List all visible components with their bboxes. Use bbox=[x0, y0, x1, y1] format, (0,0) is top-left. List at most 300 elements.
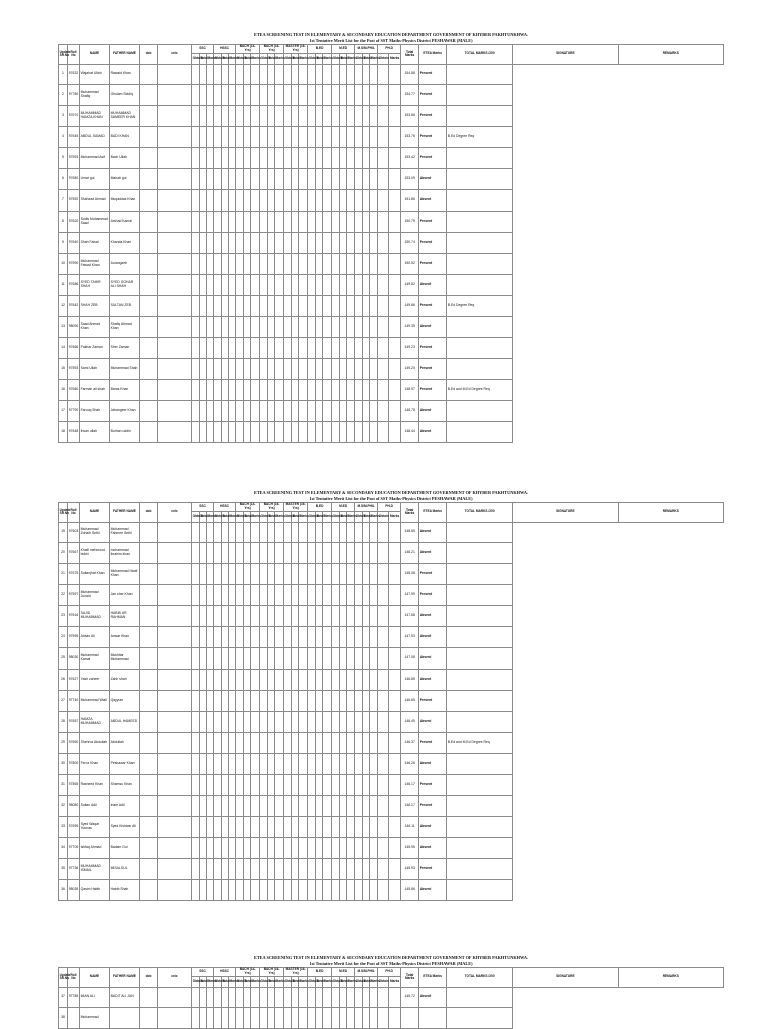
document-title: ETEA SCREENING TEST IN ELEMENTARY & SECONDARY EDUCATION DEPARTMENT GOVERNMENT OF KHYBER PAKHTUNKHWA. bbox=[253, 32, 529, 37]
cell-blank bbox=[275, 274, 284, 295]
cell-blank bbox=[363, 669, 370, 690]
cell-blank bbox=[332, 379, 340, 400]
cell-blank bbox=[222, 295, 229, 316]
cell-blank bbox=[158, 253, 192, 274]
cell-blank bbox=[323, 879, 332, 900]
col-group: PH.D bbox=[378, 968, 401, 977]
cell-sr: 7 bbox=[59, 189, 68, 211]
table-row bbox=[59, 1007, 724, 1028]
cell-blank bbox=[292, 400, 299, 421]
cell-blank bbox=[370, 626, 378, 647]
cell-blank bbox=[251, 711, 260, 732]
cell-blank bbox=[316, 126, 323, 147]
cell-blank bbox=[158, 105, 192, 126]
cell-blank bbox=[340, 168, 347, 189]
col-total: Total bbox=[292, 53, 299, 64]
cell-blank bbox=[251, 379, 260, 400]
cell-blank bbox=[363, 774, 370, 795]
cell-blank bbox=[236, 732, 244, 753]
cell-blank bbox=[355, 295, 363, 316]
col-dob: dob bbox=[140, 45, 158, 65]
cell-blank bbox=[207, 816, 214, 837]
cell-blank bbox=[268, 337, 275, 358]
cell-sr: 14 bbox=[59, 337, 68, 358]
cell-blank bbox=[140, 669, 158, 690]
cell-blank bbox=[370, 837, 378, 858]
cell-blank bbox=[140, 232, 158, 253]
col-name: NAME bbox=[80, 968, 110, 988]
cell-blank bbox=[229, 584, 236, 605]
col-update-sr: Update SR.No bbox=[59, 45, 68, 65]
cell-blank bbox=[251, 816, 260, 837]
cell-blank bbox=[158, 542, 192, 563]
cell-blank bbox=[284, 168, 292, 189]
cell-blank bbox=[200, 563, 207, 584]
cell-blank bbox=[236, 669, 244, 690]
cell-blank bbox=[292, 542, 299, 563]
cell-blank bbox=[389, 358, 401, 379]
cell-signature-status: Present bbox=[419, 732, 447, 753]
cell-blank bbox=[389, 126, 401, 147]
col-total-marks: Total Marks bbox=[401, 503, 419, 523]
cell-blank bbox=[378, 711, 389, 732]
col-father-name: FATHER NAME bbox=[110, 503, 140, 523]
cell-blank bbox=[214, 253, 222, 274]
cell-blank bbox=[370, 379, 378, 400]
cell-name: Saad Ahmad Khan bbox=[80, 316, 110, 337]
cell-blank bbox=[308, 379, 316, 400]
col-total: Total bbox=[363, 976, 370, 987]
cell-blank bbox=[332, 253, 340, 274]
cell-roll-no: 97593 bbox=[68, 147, 80, 168]
cell-blank bbox=[308, 647, 316, 669]
cell-blank bbox=[222, 84, 229, 105]
cell-blank bbox=[292, 337, 299, 358]
cell-blank bbox=[284, 647, 292, 669]
cell-blank bbox=[370, 337, 378, 358]
cell-blank bbox=[268, 711, 275, 732]
cell-grand-total: 147.08 bbox=[401, 647, 419, 669]
cell-roll-no: 97705 bbox=[68, 837, 80, 858]
cell-roll-no: 98080 bbox=[68, 795, 80, 816]
cell-blank bbox=[340, 421, 347, 442]
cell-blank bbox=[236, 837, 244, 858]
cell-blank bbox=[251, 126, 260, 147]
cell-blank bbox=[347, 147, 355, 168]
cell-blank bbox=[370, 647, 378, 669]
cell-blank bbox=[355, 147, 363, 168]
cell-blank bbox=[251, 84, 260, 105]
cell-blank bbox=[236, 105, 244, 126]
cell-blank bbox=[292, 522, 299, 542]
cell-blank bbox=[207, 879, 214, 900]
cell-blank bbox=[332, 105, 340, 126]
cell-name: Muhammad Zohaib Sethi bbox=[80, 522, 110, 542]
cell-blank bbox=[340, 837, 347, 858]
cell-blank bbox=[192, 400, 200, 421]
col-obtain: Obtain bbox=[355, 976, 363, 987]
cell-sr: 37 bbox=[59, 987, 68, 1007]
cell-blank bbox=[323, 232, 332, 253]
cell-roll-no: 97595 bbox=[68, 626, 80, 647]
cell-blank bbox=[140, 1007, 158, 1028]
cell-blank bbox=[260, 522, 268, 542]
cell-blank bbox=[323, 626, 332, 647]
cell-blank bbox=[323, 816, 332, 837]
cell-blank bbox=[275, 189, 284, 211]
cell-name: Sultan Adil bbox=[80, 795, 110, 816]
cell-signature-status: Absent bbox=[419, 316, 447, 337]
cell-blank bbox=[222, 605, 229, 626]
cell-blank bbox=[236, 795, 244, 816]
cell-blank bbox=[308, 316, 316, 337]
cell-blank bbox=[260, 647, 268, 669]
cell-blank bbox=[214, 522, 222, 542]
cell-blank bbox=[214, 295, 222, 316]
cell-blank bbox=[207, 987, 214, 1007]
cell-blank bbox=[284, 605, 292, 626]
cell-blank bbox=[355, 189, 363, 211]
cell-blank bbox=[260, 64, 268, 84]
col-group: HSSC bbox=[214, 503, 236, 512]
col-total: Total bbox=[222, 976, 229, 987]
cell-blank bbox=[260, 358, 268, 379]
table-row bbox=[59, 358, 724, 379]
document-title: ETEA SCREENING TEST IN ELEMENTARY & SECONDARY EDUCATION DEPARTMENT GOVERNMENT OF KHYBER PAKHTUNKHWA. bbox=[253, 490, 529, 495]
cell-blank bbox=[236, 816, 244, 837]
cell-blank bbox=[275, 647, 284, 669]
cell-blank bbox=[308, 84, 316, 105]
cell-blank bbox=[251, 232, 260, 253]
cell-blank bbox=[389, 669, 401, 690]
cell-blank bbox=[200, 400, 207, 421]
cell-blank bbox=[389, 879, 401, 900]
cell-blank bbox=[192, 379, 200, 400]
cell-blank bbox=[229, 732, 236, 753]
cell-blank bbox=[222, 542, 229, 563]
cell-grand-total: 148.78 bbox=[401, 400, 419, 421]
col-obtain: Obtain bbox=[308, 53, 316, 64]
table-row bbox=[59, 105, 724, 126]
cell-blank bbox=[323, 753, 332, 774]
cell-blank bbox=[332, 358, 340, 379]
cell-blank bbox=[140, 316, 158, 337]
cell-blank bbox=[347, 295, 355, 316]
cell-blank bbox=[284, 421, 292, 442]
cell-grand-total: 146.85 bbox=[401, 669, 419, 690]
cell-blank bbox=[340, 584, 347, 605]
table-row bbox=[59, 584, 724, 605]
cell-blank bbox=[207, 400, 214, 421]
cell-name: Ahsan Ali bbox=[80, 626, 110, 647]
col-group: M.ED bbox=[332, 45, 355, 54]
cell-blank bbox=[332, 316, 340, 337]
cell-blank bbox=[378, 168, 389, 189]
cell-blank bbox=[378, 84, 389, 105]
cell-blank bbox=[140, 522, 158, 542]
col-obtain: Obtain bbox=[308, 976, 316, 987]
cell-blank bbox=[316, 522, 323, 542]
cell-name: Umar gul bbox=[80, 168, 110, 189]
cell-blank bbox=[229, 400, 236, 421]
cell-name: Qasim Habib bbox=[80, 879, 110, 900]
cell-blank bbox=[284, 542, 292, 563]
cell-blank bbox=[389, 253, 401, 274]
cell-blank bbox=[192, 563, 200, 584]
cell-blank bbox=[308, 1007, 316, 1028]
cell-blank bbox=[323, 647, 332, 669]
cell-blank bbox=[275, 253, 284, 274]
cell-blank bbox=[260, 711, 268, 732]
cell-blank bbox=[222, 626, 229, 647]
cell-blank bbox=[299, 64, 308, 84]
cell-blank bbox=[251, 421, 260, 442]
col-marks: Marks bbox=[229, 976, 236, 987]
cell-blank bbox=[347, 400, 355, 421]
cell-blank bbox=[236, 232, 244, 253]
table-row bbox=[59, 795, 724, 816]
cell-blank bbox=[323, 605, 332, 626]
cell-blank bbox=[200, 858, 207, 879]
cell-father-name: Qayyum bbox=[110, 690, 140, 711]
cell-blank bbox=[347, 669, 355, 690]
cell-blank bbox=[158, 232, 192, 253]
cell-blank bbox=[284, 358, 292, 379]
cell-father-name: mohammad ibrahim khan bbox=[110, 542, 140, 563]
cell-blank bbox=[378, 189, 389, 211]
cell-blank bbox=[251, 64, 260, 84]
document-title: ETEA SCREENING TEST IN ELEMENTARY & SECONDARY EDUCATION DEPARTMENT GOVERNMENT OF KHYBER PAKHTUNKHWA. bbox=[253, 955, 529, 960]
cell-blank bbox=[323, 379, 332, 400]
cell-blank bbox=[299, 379, 308, 400]
cell-blank bbox=[207, 753, 214, 774]
table-row bbox=[59, 274, 724, 295]
cell-blank bbox=[260, 105, 268, 126]
cell-blank bbox=[200, 105, 207, 126]
cell-name: MUHAMMAD ISMAIL bbox=[80, 858, 110, 879]
col-group: BACH (14-Yrs) bbox=[236, 503, 260, 512]
cell-name: MUHAMMAD HAMZA KHAN bbox=[80, 105, 110, 126]
cell-blank bbox=[275, 584, 284, 605]
cell-blank bbox=[268, 690, 275, 711]
cell-blank bbox=[200, 690, 207, 711]
cell-signature-status: Absent bbox=[419, 168, 447, 189]
cell-blank bbox=[268, 879, 275, 900]
cell-blank bbox=[308, 542, 316, 563]
cell-blank bbox=[207, 522, 214, 542]
cell-blank bbox=[284, 858, 292, 879]
cell-blank bbox=[340, 774, 347, 795]
col-cnic: cnic bbox=[158, 968, 192, 988]
cell-blank bbox=[355, 753, 363, 774]
cell-blank bbox=[332, 837, 340, 858]
cell-blank bbox=[355, 584, 363, 605]
cell-blank bbox=[260, 858, 268, 879]
cell-blank bbox=[222, 253, 229, 274]
cell-blank bbox=[192, 879, 200, 900]
col-marks: Marks bbox=[275, 976, 284, 987]
cell-blank bbox=[158, 64, 192, 84]
cell-name: ABDUL SAMAD bbox=[80, 126, 110, 147]
cell-remarks bbox=[447, 858, 513, 879]
cell-blank bbox=[275, 337, 284, 358]
cell-blank bbox=[229, 105, 236, 126]
cell-signature-status: Present bbox=[419, 295, 447, 316]
cell-blank bbox=[251, 879, 260, 900]
cell-sr: 29 bbox=[59, 732, 68, 753]
cell-blank bbox=[340, 732, 347, 753]
cell-blank bbox=[316, 147, 323, 168]
cell-blank bbox=[229, 274, 236, 295]
cell-blank bbox=[370, 711, 378, 732]
col-total: Total bbox=[244, 53, 251, 64]
cell-blank bbox=[236, 858, 244, 879]
cell-blank bbox=[378, 753, 389, 774]
cell-roll-no: 97597 bbox=[68, 584, 80, 605]
cell-blank bbox=[378, 563, 389, 584]
table-row bbox=[59, 168, 724, 189]
cell-blank bbox=[207, 732, 214, 753]
cell-signature-status: Absent bbox=[419, 400, 447, 421]
cell-blank bbox=[207, 232, 214, 253]
cell-father-name: Mahab gul bbox=[110, 168, 140, 189]
cell-blank bbox=[355, 337, 363, 358]
cell-blank bbox=[363, 795, 370, 816]
cell-name: Shahzad Ahmad bbox=[80, 189, 110, 211]
cell-blank bbox=[316, 189, 323, 211]
cell-blank bbox=[308, 400, 316, 421]
col-marks: Marks bbox=[207, 53, 214, 64]
cell-blank bbox=[284, 987, 292, 1007]
cell-blank bbox=[214, 337, 222, 358]
cell-blank bbox=[222, 168, 229, 189]
cell-blank bbox=[275, 64, 284, 84]
cell-remarks bbox=[447, 400, 513, 421]
cell-blank bbox=[347, 358, 355, 379]
cell-sr: 10 bbox=[59, 253, 68, 274]
cell-blank bbox=[244, 626, 251, 647]
cell-blank bbox=[332, 753, 340, 774]
col-signature: SIGNATURE bbox=[513, 45, 618, 65]
cell-blank bbox=[316, 795, 323, 816]
cell-grand-total: 149.20 bbox=[401, 358, 419, 379]
cell-remarks bbox=[447, 669, 513, 690]
cell-blank bbox=[207, 858, 214, 879]
cell-blank bbox=[292, 84, 299, 105]
cell-blank bbox=[222, 987, 229, 1007]
cell-blank bbox=[292, 858, 299, 879]
cell-blank bbox=[207, 421, 214, 442]
cell-blank bbox=[355, 64, 363, 84]
cell-blank bbox=[363, 316, 370, 337]
cell-blank bbox=[389, 774, 401, 795]
cell-blank bbox=[275, 1007, 284, 1028]
cell-blank bbox=[268, 168, 275, 189]
cell-blank bbox=[363, 168, 370, 189]
cell-remarks bbox=[447, 837, 513, 858]
merit-table bbox=[58, 967, 724, 1029]
cell-blank bbox=[332, 147, 340, 168]
cell-blank bbox=[284, 795, 292, 816]
cell-blank bbox=[200, 147, 207, 168]
col-update-sr: Update SR.No bbox=[59, 968, 68, 988]
cell-blank bbox=[251, 295, 260, 316]
cell-signature-status: Absent bbox=[419, 605, 447, 626]
col-total: Total bbox=[222, 53, 229, 64]
cell-blank bbox=[292, 274, 299, 295]
cell-blank bbox=[332, 168, 340, 189]
cell-blank bbox=[229, 147, 236, 168]
cell-roll-no: 97616 bbox=[68, 605, 80, 626]
cell-blank bbox=[378, 295, 389, 316]
table-row bbox=[59, 295, 724, 316]
table-row bbox=[59, 732, 724, 753]
cell-blank bbox=[207, 211, 214, 232]
cell-blank bbox=[214, 795, 222, 816]
cell-blank bbox=[355, 879, 363, 900]
cell-blank bbox=[389, 732, 401, 753]
cell-blank bbox=[347, 274, 355, 295]
cell-blank bbox=[268, 64, 275, 84]
cell-signature-status: Absent bbox=[419, 542, 447, 563]
cell-blank bbox=[299, 316, 308, 337]
cell-blank bbox=[292, 563, 299, 584]
cell-signature-status: Present bbox=[419, 690, 447, 711]
cell-blank bbox=[347, 816, 355, 837]
table-row bbox=[59, 858, 724, 879]
cell-blank bbox=[140, 563, 158, 584]
cell-blank bbox=[260, 753, 268, 774]
cell-roll-no: 97780 bbox=[68, 84, 80, 105]
cell-blank bbox=[284, 732, 292, 753]
cell-blank bbox=[299, 987, 308, 1007]
cell-blank bbox=[275, 711, 284, 732]
cell-blank bbox=[268, 626, 275, 647]
cell-blank bbox=[370, 522, 378, 542]
cell-blank bbox=[299, 421, 308, 442]
cell-blank bbox=[251, 1007, 260, 1028]
col-cnic: cnic bbox=[158, 503, 192, 523]
cell-blank bbox=[292, 189, 299, 211]
cell-blank bbox=[244, 837, 251, 858]
cell-blank bbox=[340, 879, 347, 900]
cell-blank bbox=[192, 421, 200, 442]
cell-blank bbox=[292, 647, 299, 669]
cell-blank bbox=[316, 626, 323, 647]
cell-signature-status: Absent bbox=[419, 626, 447, 647]
cell-blank bbox=[332, 711, 340, 732]
cell-blank bbox=[363, 1007, 370, 1028]
col-total: Total bbox=[316, 53, 323, 64]
cell-blank bbox=[355, 690, 363, 711]
cell-name: Muhammad Kamal bbox=[80, 647, 110, 669]
cell-blank bbox=[214, 126, 222, 147]
cell-blank bbox=[222, 1007, 229, 1028]
col-obtain: Obtain bbox=[214, 53, 222, 64]
col-total-marks: Total Marks bbox=[401, 968, 419, 988]
cell-sr: 8 bbox=[59, 211, 68, 232]
cell-blank bbox=[347, 987, 355, 1007]
cell-blank bbox=[389, 753, 401, 774]
col-etea-marks: ETEA Marks bbox=[419, 968, 447, 988]
cell-blank bbox=[332, 522, 340, 542]
table-row bbox=[59, 626, 724, 647]
cell-blank bbox=[207, 295, 214, 316]
cell-blank bbox=[332, 816, 340, 837]
cell-blank bbox=[299, 105, 308, 126]
cell-grand-total: 145.95 bbox=[401, 837, 419, 858]
cell-blank bbox=[229, 211, 236, 232]
